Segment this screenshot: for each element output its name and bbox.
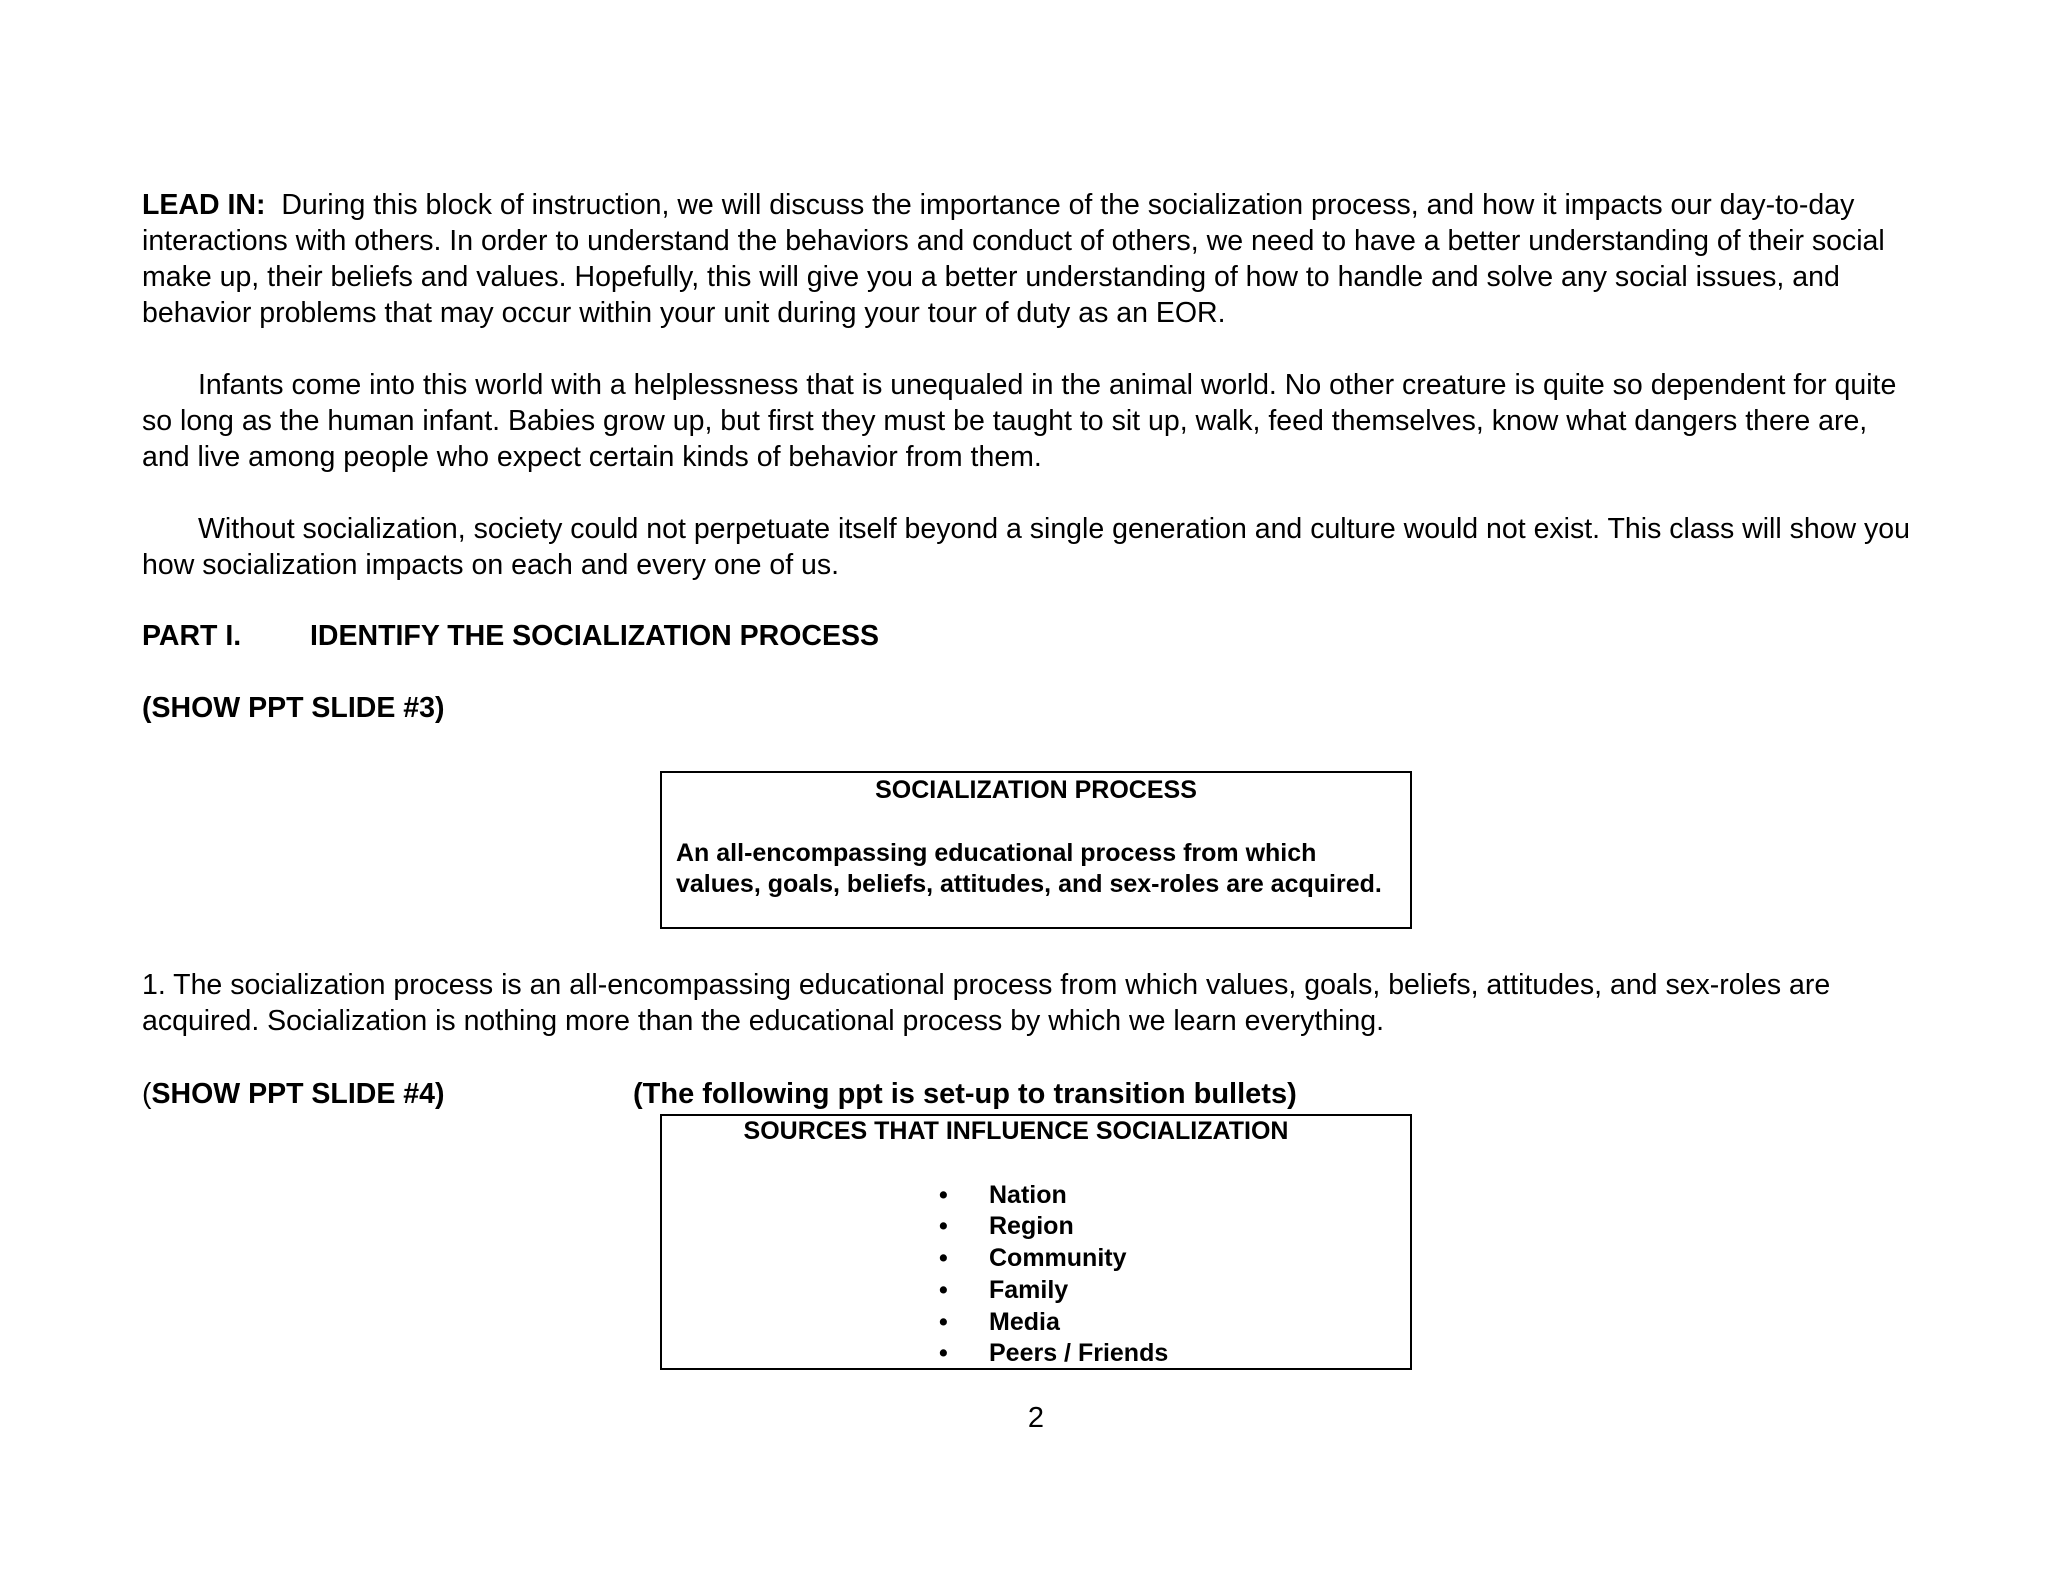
lead-in-paragraph	[142, 187, 1922, 331]
bullet-icon: •	[939, 1275, 948, 1304]
bullet-icon: •	[939, 1180, 948, 1209]
list-item	[939, 1307, 1410, 1339]
slide-4-box	[660, 1114, 1412, 1370]
bullet-icon: •	[939, 1339, 948, 1368]
part-1-number: PART I.	[142, 620, 242, 652]
list-item	[939, 1211, 1410, 1243]
page-number: 2	[1027, 1402, 1045, 1434]
part-1-title: IDENTIFY THE SOCIALIZATION PROCESS	[310, 620, 879, 652]
infants-paragraph: Infants come into this world with a helplessness that is unequaled in the animal world. No other creature is quite so dependent for quite so long as the human infant. Babies grow up, but first they must be taught to sit up, walk, feed themselves, know what dangers there are, and live among people who expect certain kinds of behavior from them.	[142, 369, 1897, 473]
list-item-label: Nation	[989, 1180, 1067, 1209]
list-item-label: Media	[989, 1307, 1060, 1336]
bullet-icon: •	[939, 1212, 948, 1241]
list-item	[939, 1243, 1410, 1275]
lead-in-text: During this block of instruction, we will discuss the importance of the socialization process, and how it impacts our day-to-day interactions with others. In order to understand the behaviors and conduct of others, we need to have a better understanding of their social make up, their beliefs and values. Hopefully, this will give you a better understanding of how to handle and solve any social issues, and behavior problems that may occur within your unit during your tour of duty as an EOR.	[142, 189, 1885, 329]
slide-4-cue-text: SHOW PPT SLIDE #4)	[151, 1078, 445, 1110]
influence-sources-list	[662, 1180, 1410, 1371]
show-slide-3-cue: (SHOW PPT SLIDE #3)	[142, 692, 445, 724]
slide-4-transition-note: (The following ppt is set-up to transition bullets)	[633, 1078, 1297, 1110]
list-item-label: Region	[989, 1212, 1074, 1241]
bullet-icon: •	[939, 1244, 948, 1273]
slide-3-box-text: An all-encompassing educational process from which values, goals, beliefs, attitudes, and sex-roles are acquired.	[676, 838, 1382, 898]
list-item	[939, 1275, 1410, 1307]
show-slide-4-cue	[142, 1076, 444, 1112]
bullet-icon: •	[939, 1307, 948, 1336]
part-1-heading	[142, 618, 879, 654]
slide-4-box-title: SOURCES THAT INFLUENCE SOCIALIZATION	[743, 1117, 1289, 1145]
list-item	[939, 1180, 1410, 1212]
list-item-label: Peers / Friends	[989, 1339, 1169, 1368]
lead-in-label: LEAD IN:	[142, 189, 266, 221]
list-item	[939, 1338, 1410, 1370]
list-item-label: Community	[989, 1244, 1127, 1273]
without-socialization-paragraph: Without socialization, society could not perpetuate itself beyond a single generation and culture would not exist. This class will show you how socialization impacts on each and every one of us.	[142, 513, 1911, 581]
item-1-paragraph: 1. The socialization process is an all-encompassing educational process from which values, goals, beliefs, attitudes, and sex-roles are acquired. Socialization is nothing more than the educational process by which we learn everything.	[142, 969, 1831, 1037]
slide-4-cue-open: (	[142, 1078, 152, 1110]
list-item-label: Family	[989, 1275, 1069, 1304]
slide-3-box-title: SOCIALIZATION PROCESS	[875, 776, 1197, 804]
slide-3-box	[660, 771, 1412, 929]
